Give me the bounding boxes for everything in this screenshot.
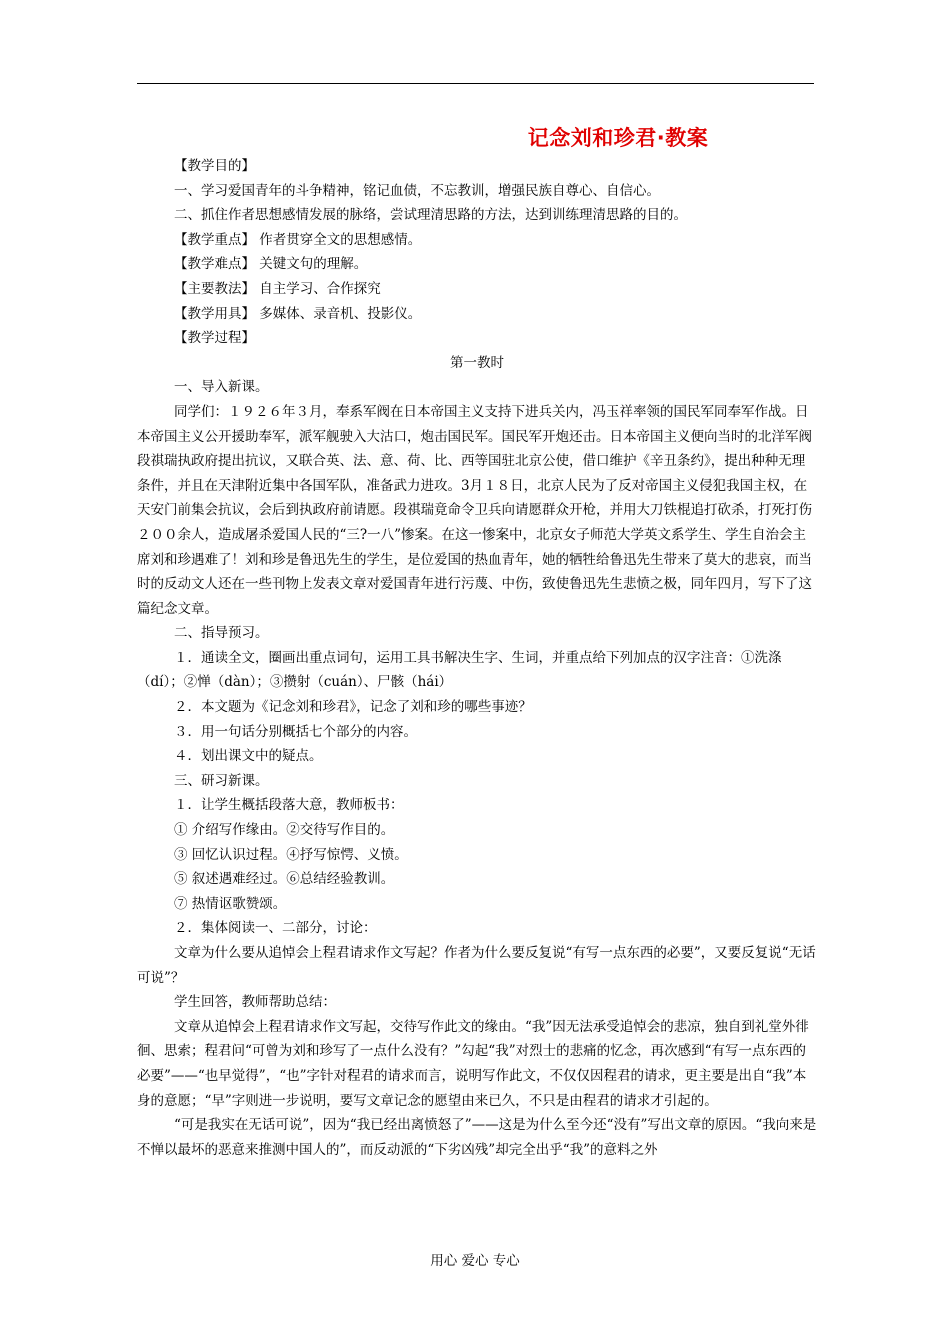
- paragraph: 学生回答，教师帮助总结：: [174, 994, 336, 1011]
- page-footer: 用心 爱心 专心: [430, 1253, 520, 1269]
- paragraph: 【主要教法】 自主学习、合作探究: [174, 280, 381, 297]
- document-title: 记念刘和珍君·教案: [527, 126, 709, 150]
- paragraph: ① 介绍写作缘由。②交待写作目的。: [174, 822, 395, 839]
- paragraph: “可是我实在无话可说”，因为“我已经出离愤怒了”——这是为什么至今还“没有”写出文章的原因。“我向来是不惮以最坏的恶意来推测中国人的”，而反动派的“下劣凶残”却完全出乎“我”的意料之外: [137, 1117, 817, 1158]
- paragraph: ４．划出课文中的疑点。: [174, 748, 323, 765]
- paragraph: 三、研习新课。: [174, 772, 269, 789]
- section-heading: 第一教时: [450, 354, 504, 371]
- paragraph: 【教学用具】 多媒体、录音机、投影仪。: [174, 305, 422, 322]
- paragraph: 【教学目的】: [174, 158, 255, 174]
- lesson-body: [137, 154, 817, 1162]
- paragraph: １．让学生概括段落大意，教师板书：: [174, 797, 404, 814]
- paragraph: １．通读全文，圈画出重点词句，运用工具书解决生字、生词，并重点给下列加点的汉字注音：①洗涤（dí）；②惮（dàn）；③攒射（cuán）、尸骸（hái）: [137, 649, 782, 691]
- header-rule: [137, 83, 814, 84]
- paragraph: 二、指导预习。: [174, 625, 269, 642]
- paragraph: 【教学重点】 作者贯穿全文的思想感情。: [174, 231, 422, 248]
- paragraph: ⑦ 热情讴歌赞颂。: [174, 895, 287, 912]
- paragraph: 二、抓住作者思想感情发展的脉络，尝试理清思路的方法，达到训练理清思路的目的。: [174, 207, 687, 224]
- paragraph: ③ 回忆认识过程。④抒写惊愕、义愤。: [174, 846, 408, 863]
- paragraph: ２．本文题为《记念刘和珍君》，记念了刘和珍的哪些事迹？: [174, 699, 532, 716]
- paragraph: ２．集体阅读一、二部分，讨论：: [174, 920, 377, 937]
- paragraph: 文章从追悼会上程君请求作文写起，交待写作此文的缘由。“我”因无法承受追悼会的悲凉，独自到礼堂外徘徊、思索；程君问“可曾为刘和珍写了一点什么没有？”勾起“我”对烈士的悲痛的忆念，再次感到“有写一点东西的必要”——“也早觉得”，“也”字针对程君的请求而言，说明写作此文，不仅仅因程君的请求，更主要是出自“我”本身的意愿；“早”字则进一步说明，要写文章记念的愿望由来已久，不只是由程君的请求才引起的。: [137, 1018, 809, 1109]
- paragraph: 一、学习爱国青年的斗争精神，铭记血债，不忘教训，增强民族自尊心、自信心。: [174, 182, 660, 199]
- paragraph: ３．用一句话分别概括七个部分的内容。: [174, 723, 417, 740]
- paragraph: 文章为什么要从追悼会上程君请求作文写起？作者为什么要反复说“有写一点东西的必要”，又要反复说“无话可说”？: [137, 945, 816, 986]
- paragraph: 【教学难点】 关键文句的理解。: [174, 256, 368, 273]
- paragraph: ⑤ 叙述遇难经过。⑥总结经验教训。: [174, 871, 395, 888]
- paragraph: 【教学过程】: [174, 330, 255, 347]
- paragraph: 一、导入新课。: [174, 379, 269, 396]
- paragraph: 同学们：１９２６年３月，奉系军阀在日本帝国主义支持下进兵关内，冯玉祥率领的国民军同奉军作战。日本帝国主义公开援助奉军，派军舰驶入大沽口，炮击国民军。国民军开炮还击。日本帝国主义便向当时的北洋军阀段祺瑞执政府提出抗议，又联合英、法、意、荷、比、西等国驻北京公使，借口维护《辛丑条约》，提出种种无理条件，并且在天津附近集中各国军队，准备武力进攻。3月１８日，北京人民为了反对帝国主义侵犯我国主权，在天安门前集会抗议，会后到执政府前请愿。段祺瑞竟命令卫兵向请愿群众开枪，并用大刀铁棍追打砍杀，打死打伤２００余人，造成屠杀爱国人民的“三?一八”惨案。在这一惨案中，北京女子师范大学英文系学生、学生自治会主席刘和珍遇难了！刘和珍是鲁迅先生的学生，是位爱国的热血青年，她的牺牲给鲁迅先生带来了莫大的悲哀，而当时的反动文人还在一些刊物上发表文章对爱国青年进行污蔑、中伤，致使鲁迅先生悲愤之极，同年四月，写下了这篇纪念文章。: [137, 403, 812, 617]
